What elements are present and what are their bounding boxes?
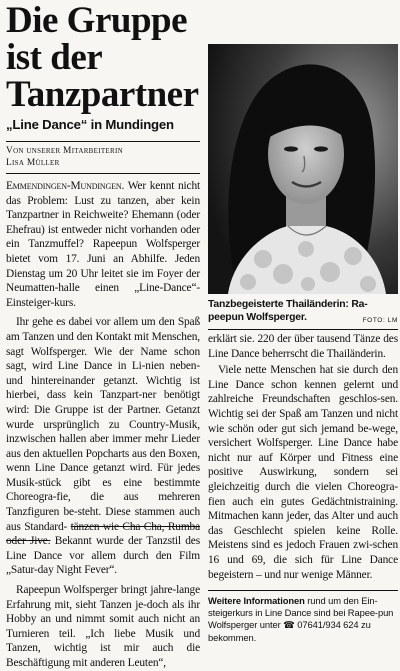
paragraph-1: Wer kennt nicht das Problem: Lust zu tanzen, aber kein Tanzpartner in Reichweite? Ehemann (oder Ehefrau) ist entweder nicht vorhanden oder ein Tanzmuffel? Rapeepun Wolfsperger bietet vom 17. Juni an Abhilfe. Jeden Dienstag um 20 Uhr leitet sie im Foyer der Neumatten-halle einen „Line-Dance“-Einsteiger-kurs.: [6, 180, 201, 309]
info-phone: 07641/934 624: [297, 619, 359, 631]
caption-text: Tanzbegeisterte Thailänderin: Ra-peepun Wolfsperger.: [208, 299, 368, 323]
article-left-column: [6, 0, 200, 671]
byline-divider: [6, 173, 200, 174]
byline: [6, 141, 200, 169]
paragraph-4: erklärt sie. 220 der über tausend Tänze des Line Dance beherrscht die Thailänderin.: [208, 333, 398, 360]
kicker: „Line Dance“ in Mundingen: [6, 117, 174, 132]
info-label: Weitere Informationen: [208, 595, 305, 606]
dateline: Emmendingen-Mundingen.: [6, 180, 125, 192]
headline: [6, 2, 200, 113]
info-text-1: rund um den Ein-steigerkurs in Line Dance sind bei Rapee-pun Wolfsperger unter: [208, 595, 394, 631]
paragraph-2: Ihr gehe es dabei vor allem um den Spaß am Tanzen und den Kontakt mit Menschen, sagt Wolfsperger. Wie der Name schon sagt, wird Line Dance in Li-nien neben- und hintereinander getanzt. Wichtig ist hierbei, dass kein Tanzpart-ner benötigt wird: Die Gruppe ist der Partner. Getanzt wurde ursprünglich zu Country-Musik, inzwischen hallen aber immer mehr Lieder aus den aktuellen Popcharts aus den Boxen, wenn Line Dance getanzt wird. Für jedes Musik-stück gibt es eine bestimmte Choreogra-fie, die aus mehreren Tanzfiguren be-steht. Diese stammen auch aus Standard-: [6, 316, 200, 533]
phone-icon: ☎: [283, 619, 295, 631]
info-box: [208, 590, 398, 644]
headline-line-1: Die Gruppe: [6, 0, 188, 41]
paragraph-5: Viele nette Menschen hat sie durch den Line Dance schon kennen gelernt und zahlreiche Freundschaften geschlos-sen. Wichtig sei der Spaß am Tanzen und nicht wie schön oder gut sich jemand be-wege, versichert Wolfsperger. Line Dance habe nicht nur auf Körper und Fitness eine positive Auswirkung, sondern sei gleichzeitig durch die vielen Choreogra-fien auch ein gutes Gedächtnistraining. Mitmachen kann jeder, das Alter und auch das Geschlecht spielen keine Rolle. Meistens sind es jedoch Frauen zwi-schen 16 und 69, die sich für Line Dance begeistern – und nur wenige Männer.: [208, 364, 398, 581]
portrait-image: [208, 44, 398, 294]
headline-line-3: Tanzpartner: [6, 74, 199, 115]
paragraph-3: Rapeepun Wolfsperger bringt jahre-lange Erfahrung mit, sieht Tanzen je-doch als ihr Hobby an und nimmt somit auch nicht an Turnieren teil. „Ich liebe Musik und Tanzen, wichtig ist mir auch die Beschäftigung mit anderen Leuten“,: [6, 584, 200, 669]
caption-divider: [208, 329, 398, 330]
byline-role: Von unserer Mitarbeiterin: [6, 146, 123, 156]
info-text-2: zu bekommen.: [208, 619, 371, 643]
portrait-photo: [208, 44, 398, 294]
paragraph-2-end: Bekannt wurde der Tanzstil des Line Dance vor allem durch den Film „Satur-day Night Fever“.: [6, 535, 200, 577]
article-right-column: [208, 332, 398, 582]
byline-author: Lisa Müller: [6, 158, 60, 168]
lead-paragraph: [6, 179, 200, 310]
paragraph-2-struck: tänzen wie Cha Cha, Rumba oder Jive.: [6, 520, 201, 548]
photo-credit: FOTO: LM: [362, 317, 398, 324]
paragraph-2-block: [6, 315, 200, 578]
photo-caption: [208, 298, 398, 327]
headline-line-2: ist der: [6, 37, 103, 78]
